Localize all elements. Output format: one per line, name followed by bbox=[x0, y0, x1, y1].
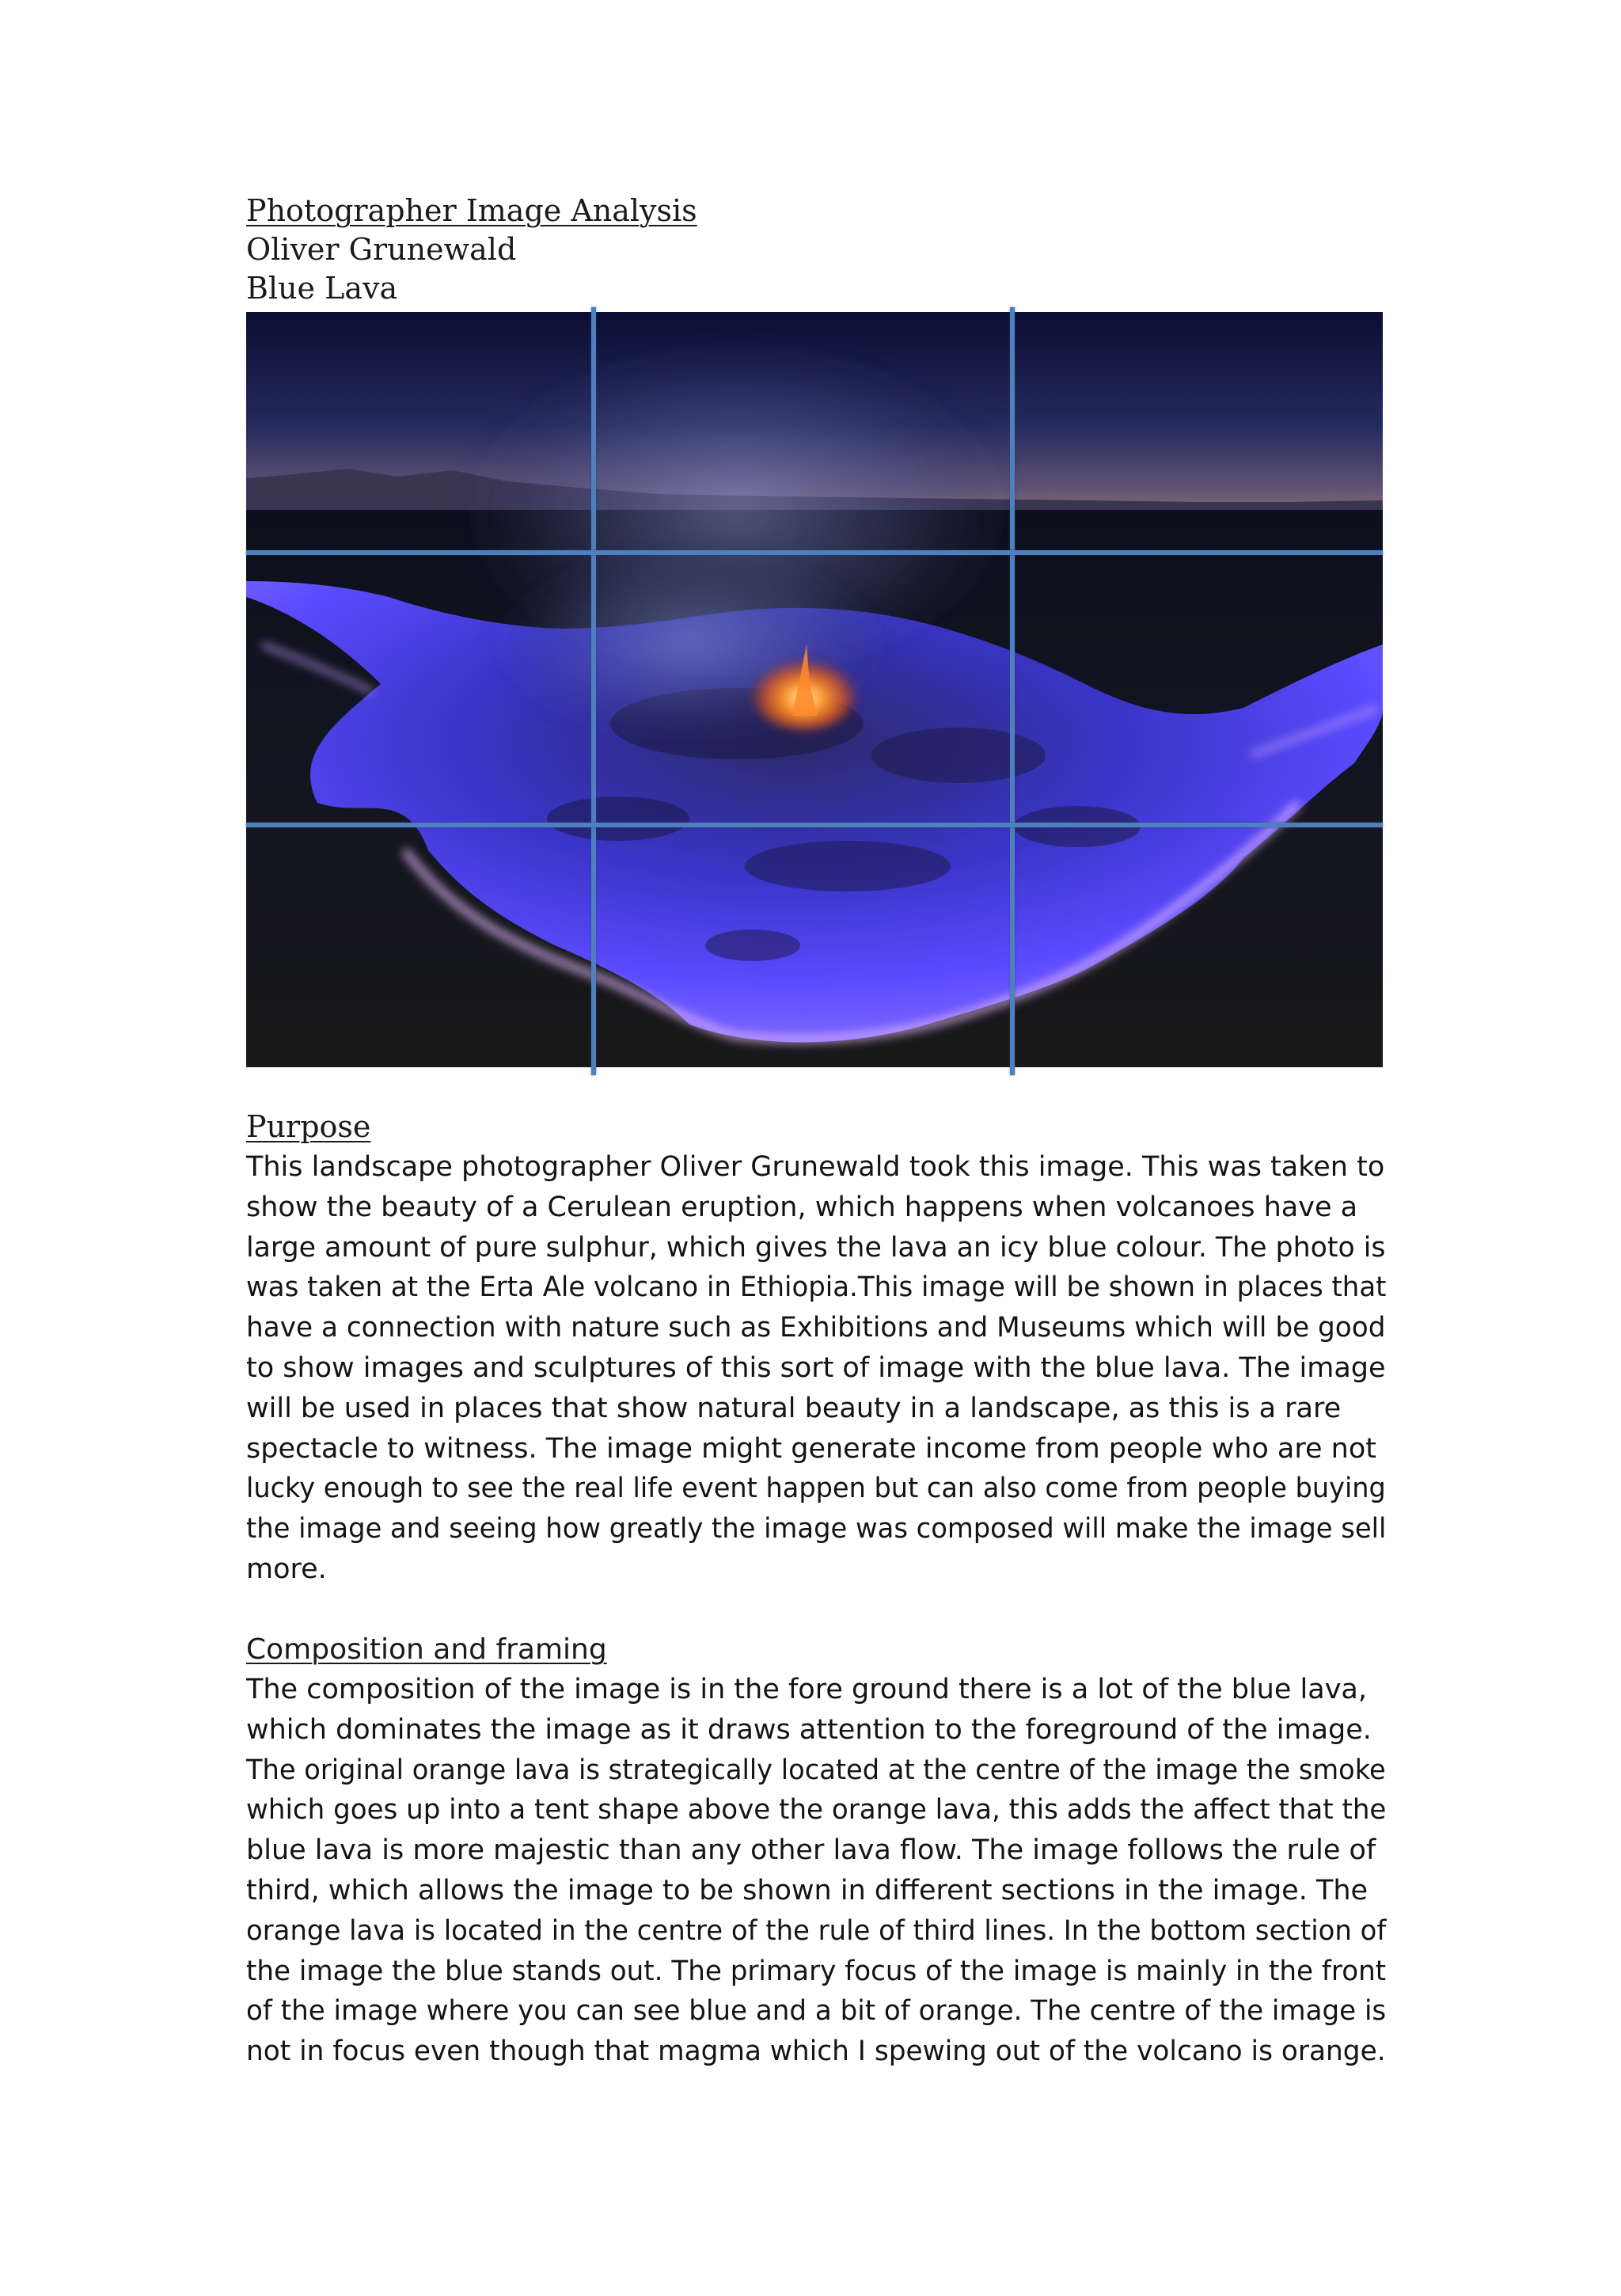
rule-of-thirds-vertical-right bbox=[1010, 307, 1015, 1075]
composition-line: orange lava is located in the centre of the rule of third lines. In the bottom section of bbox=[246, 1914, 1387, 1947]
composition-line: not in focus even though that magma which I spewing out of the volcano is orange. bbox=[246, 2036, 1386, 2068]
composition-paragraph bbox=[246, 1670, 1386, 2072]
composition-line: blue lava is more majestic than any other lava flow. The image follows the rule of bbox=[246, 1834, 1376, 1867]
composition-line: the image the blue stands out. The primary focus of the image is mainly in the front bbox=[246, 1955, 1387, 1987]
purpose-line: large amount of pure sulphur, which gives the lava an icy blue colour. The photo is bbox=[246, 1231, 1386, 1264]
composition-line: third, which allows the image to be shown in different sections in the image. The bbox=[246, 1874, 1369, 1906]
purpose-line: This landscape photographer Oliver Grunewald took this image. This was taken to bbox=[246, 1151, 1385, 1183]
purpose-line: the image and seeing how greatly the image was composed will make the image sell bbox=[246, 1513, 1387, 1545]
purpose-line: more. bbox=[246, 1553, 327, 1585]
rule-of-thirds-horizontal-top bbox=[246, 550, 1383, 555]
purpose-heading: Purpose bbox=[246, 1109, 371, 1144]
composition-section bbox=[246, 1629, 1386, 2072]
composition-line: which goes up into a tent shape above the orange lava, this adds the affect that the bbox=[246, 1794, 1387, 1827]
purpose-paragraph bbox=[246, 1147, 1386, 1590]
purpose-line: to show images and sculptures of this sort of image with the blue lava. The image bbox=[246, 1351, 1386, 1384]
purpose-line: spectacle to witness. The image might generate income from people who are not bbox=[246, 1432, 1376, 1465]
document-heading bbox=[246, 192, 697, 308]
composition-line: which dominates the image as it draws attention to the foreground of the image. bbox=[246, 1713, 1372, 1746]
purpose-section bbox=[246, 1107, 1386, 1590]
blue-lava-image bbox=[246, 312, 1383, 1067]
rule-of-thirds-vertical-left bbox=[591, 307, 596, 1075]
rule-of-thirds-horizontal-bottom bbox=[246, 823, 1383, 827]
composition-line: The composition of the image is in the fore ground there is a lot of the blue lava, bbox=[246, 1674, 1367, 1705]
purpose-line: have a connection with nature such as Exhibitions and Museums which will be good bbox=[246, 1312, 1386, 1344]
composition-heading: Composition and framing bbox=[246, 1633, 607, 1666]
image-title: Blue Lava bbox=[246, 271, 398, 306]
purpose-line: was taken at the Erta Ale volcano in Ethiopia.This image will be shown in places that bbox=[246, 1272, 1387, 1304]
purpose-line: will be used in places that show natural beauty in a landscape, as this is a rare bbox=[246, 1392, 1342, 1424]
blue-lava-photo bbox=[246, 312, 1383, 1067]
document-title: Photographer Image Analysis bbox=[246, 193, 697, 228]
composition-line: The original orange lava is strategically located at the centre of the image the smoke bbox=[246, 1754, 1386, 1786]
purpose-line: lucky enough to see the real life event happen but can also come from people buying bbox=[246, 1473, 1386, 1505]
photographer-name: Oliver Grunewald bbox=[246, 232, 517, 267]
composition-line: of the image where you can see blue and a bit of orange. The centre of the image is bbox=[246, 1995, 1387, 2028]
purpose-line: show the beauty of a Cerulean eruption, which happens when volcanoes have a bbox=[246, 1191, 1358, 1223]
